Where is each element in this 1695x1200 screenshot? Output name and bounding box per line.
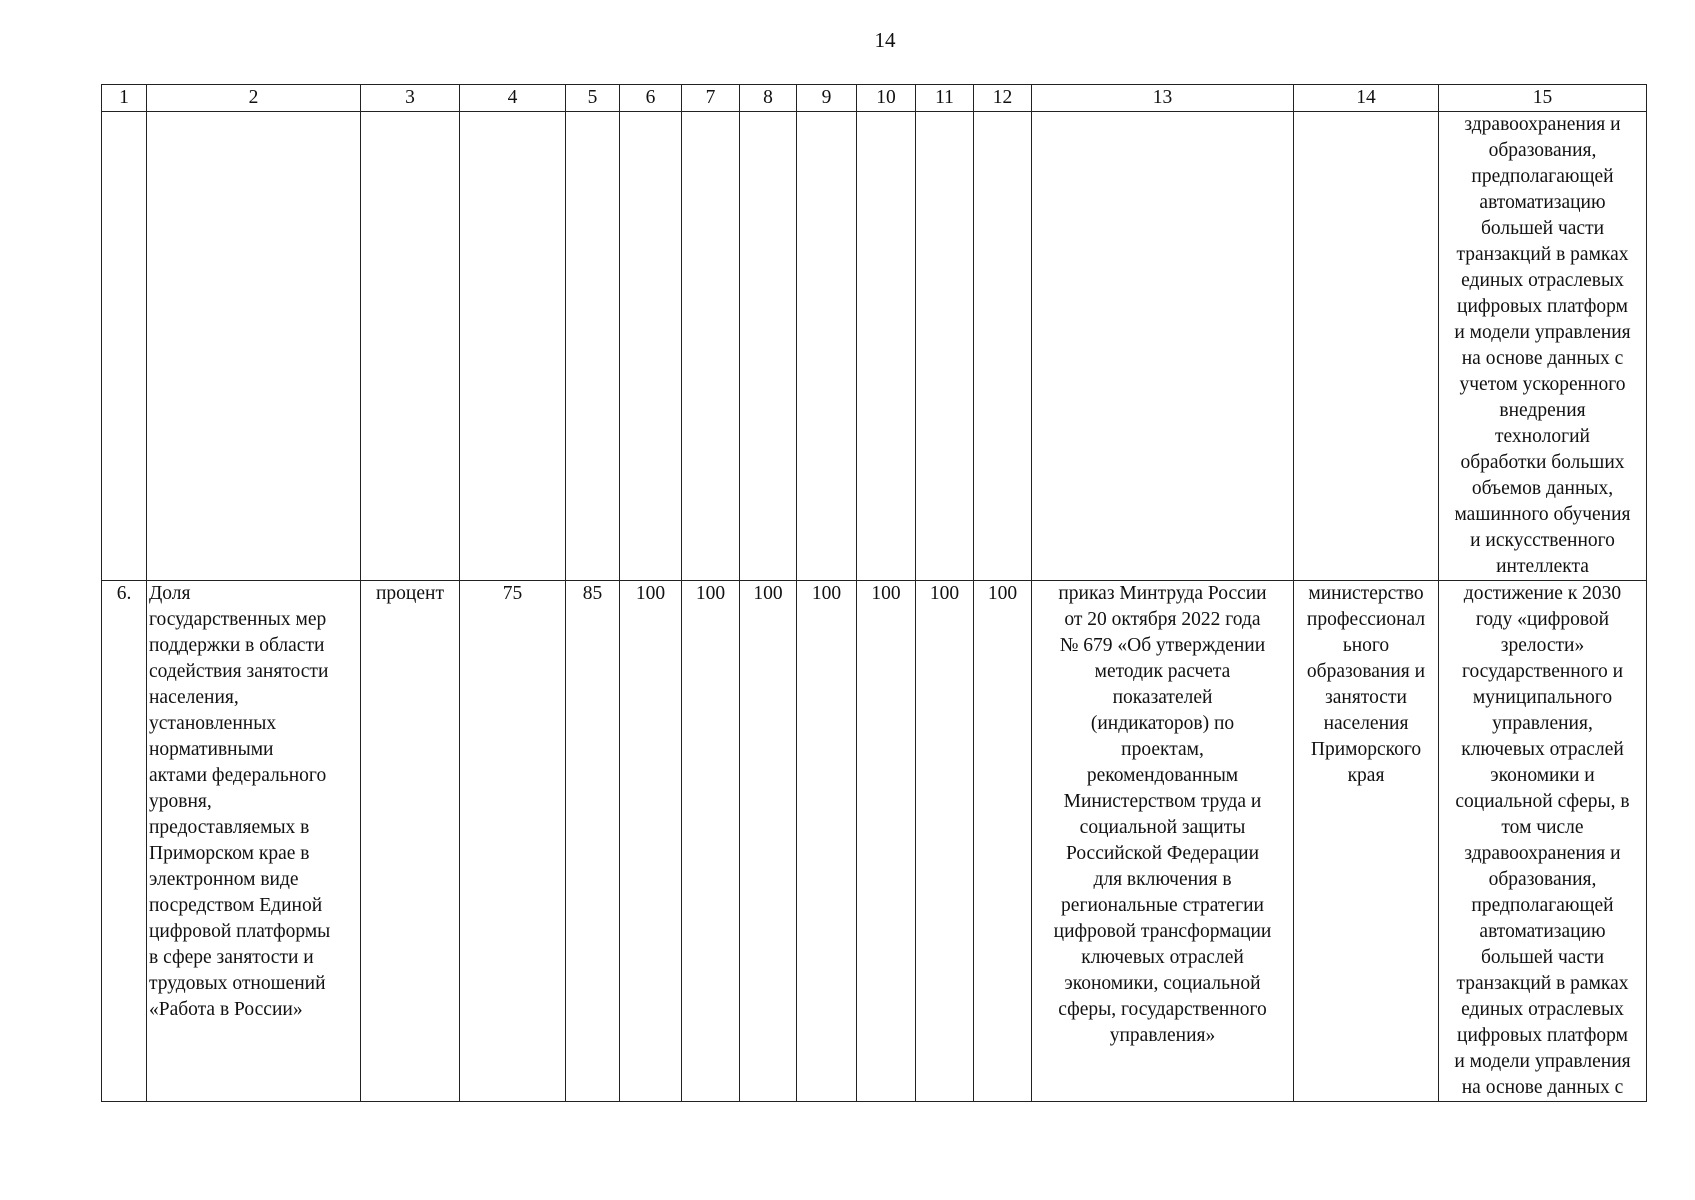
value-cell-col10: 100 bbox=[857, 581, 916, 1102]
table-row-continuation bbox=[102, 112, 1647, 581]
empty-cell bbox=[102, 112, 147, 581]
empty-cell bbox=[620, 112, 682, 581]
empty-cell bbox=[740, 112, 797, 581]
column-header: 3 bbox=[361, 85, 460, 112]
indicator-table bbox=[101, 84, 1647, 1102]
column-header: 13 bbox=[1032, 85, 1294, 112]
responsible-cell bbox=[1294, 581, 1439, 1102]
column-header: 14 bbox=[1294, 85, 1439, 112]
row-number-cell bbox=[102, 581, 147, 1102]
goal-text: достижение к 2030 году «цифровой зрелости» государственного и муниципального управления, ключевых отраслей экономики и социальной сферы, в том числе здравоохранения и образования, предполагающей автоматизацию большей части транзакций в рамках единых отраслевых цифровых платформ и модели управления на основе данных с bbox=[1454, 583, 1631, 1098]
row-number: 6. bbox=[116, 583, 132, 604]
value-cell-col11: 100 bbox=[916, 581, 974, 1102]
column-header: 1 bbox=[102, 85, 147, 112]
column-header: 6 bbox=[620, 85, 682, 112]
empty-cell bbox=[361, 112, 460, 581]
empty-cell bbox=[857, 112, 916, 581]
empty-cell bbox=[797, 112, 857, 581]
empty-cell bbox=[1294, 112, 1439, 581]
column-header: 7 bbox=[682, 85, 740, 112]
value-cell-col8: 100 bbox=[740, 581, 797, 1102]
unit-value: процент bbox=[376, 583, 444, 604]
value-cell-col4: 75 bbox=[460, 581, 566, 1102]
legal-basis-text: приказ Минтруда России от 20 октября 2022 года № 679 «Об утверждении методик расчета показателей (индикаторов) по проектам, рекомендованным Министерством труда и социальной защиты Российской Федерации для включения в региональные стратегии цифровой трансформации ключевых отраслей экономики, социальной сферы, государственного управления» bbox=[1053, 583, 1272, 1046]
value-cell-col5: 85 bbox=[566, 581, 620, 1102]
column-header: 8 bbox=[740, 85, 797, 112]
value-cell-col7: 100 bbox=[682, 581, 740, 1102]
page-number: 14 bbox=[874, 28, 896, 52]
column-header: 5 bbox=[566, 85, 620, 112]
empty-cell bbox=[974, 112, 1032, 581]
table-row-indicator-6 bbox=[102, 581, 1647, 1102]
value-cell-col6: 100 bbox=[620, 581, 682, 1102]
unit-cell bbox=[361, 581, 460, 1102]
goal-cell bbox=[1439, 581, 1647, 1102]
legal-basis-cell bbox=[1032, 581, 1294, 1102]
table-header-row bbox=[102, 85, 1647, 112]
goal-text-continued: здравоохранения и образования, предполагающей автоматизацию большей части транзакций в рамках единых отраслевых цифровых платформ и модели управления на основе данных с учетом ускоренного внедрения технологий обработки больших объемов данных, машинного обучения и искусственного интеллекта bbox=[1454, 114, 1631, 577]
column-header: 9 bbox=[797, 85, 857, 112]
empty-cell bbox=[916, 112, 974, 581]
empty-cell bbox=[566, 112, 620, 581]
column-header: 15 bbox=[1439, 85, 1647, 112]
empty-cell bbox=[1032, 112, 1294, 581]
empty-cell bbox=[147, 112, 361, 581]
column-header: 4 bbox=[460, 85, 566, 112]
empty-cell bbox=[682, 112, 740, 581]
value-cell-col9: 100 bbox=[797, 581, 857, 1102]
indicator-name: Доля государственных мер поддержки в области содействия занятости населения, установленных нормативными актами федерального уровня, предоставляемых в Приморском крае в электронном виде посредством Единой цифровой платформы в сфере занятости и трудовых отношений «Работа в России» bbox=[149, 583, 331, 1020]
column-header: 11 bbox=[916, 85, 974, 112]
column-header: 12 bbox=[974, 85, 1032, 112]
empty-cell bbox=[460, 112, 566, 581]
column-header: 10 bbox=[857, 85, 916, 112]
value-cell-col12: 100 bbox=[974, 581, 1032, 1102]
goal-cell-continued bbox=[1439, 112, 1647, 581]
responsible-text: министерство профессионал ьного образования и занятости населения Приморского края bbox=[1306, 583, 1426, 786]
column-header: 2 bbox=[147, 85, 361, 112]
indicator-name-cell bbox=[147, 581, 361, 1102]
